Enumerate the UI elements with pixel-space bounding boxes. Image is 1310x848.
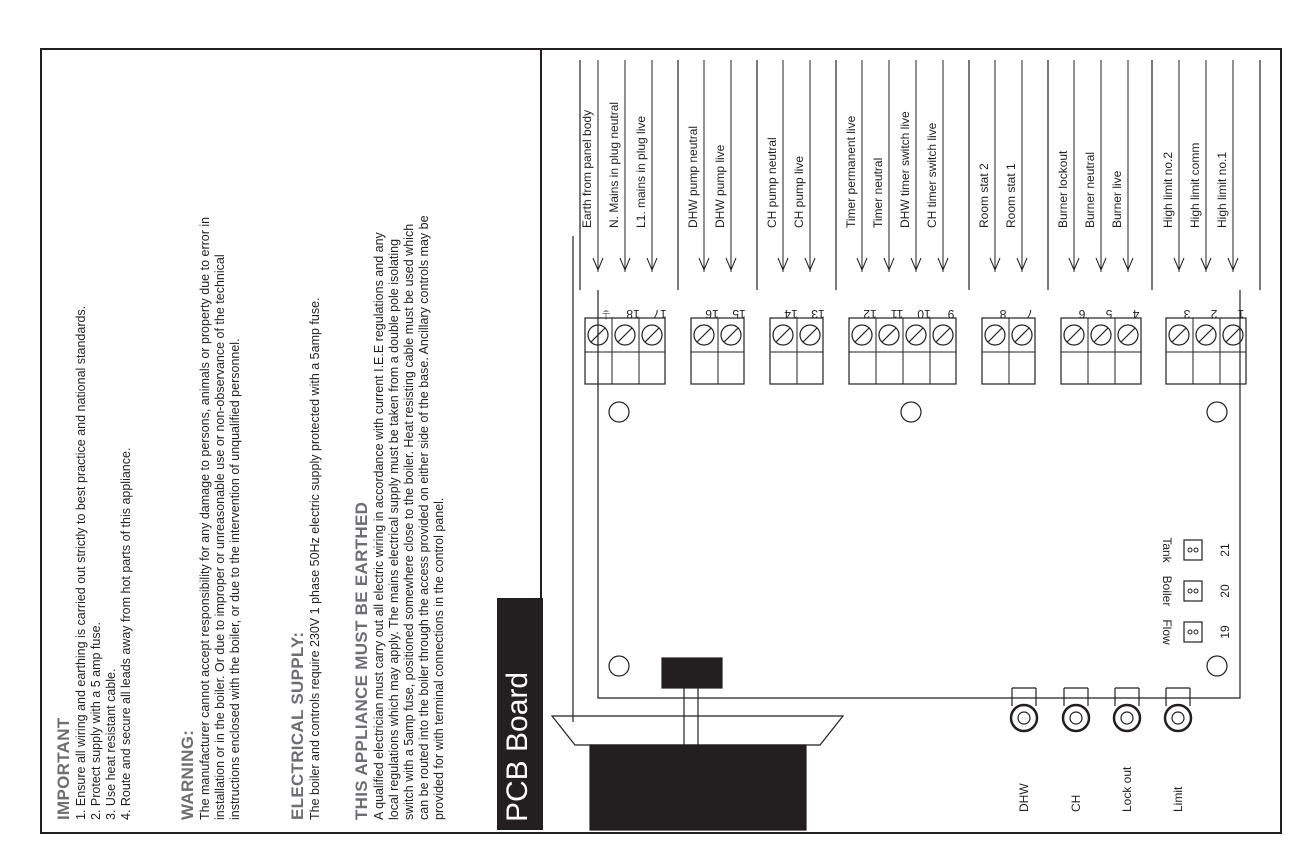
terminal-number: 11 [890, 307, 904, 321]
electrical-heading: ELECTRICAL SUPPLY: [288, 631, 307, 820]
terminal-screw-slot [882, 328, 896, 342]
pcb-board-title: PCB Board [501, 671, 534, 822]
sensor-connector [1184, 540, 1202, 560]
terminal-screw-slot [988, 328, 1002, 342]
warning-line: installation or in the boiler. Or due to improper or unreasonable use or non-observance of the technical [213, 254, 227, 820]
terminal-group [580, 60, 1260, 384]
terminal-label: CH pump live [792, 155, 806, 228]
sensor-connector [1184, 581, 1202, 601]
earthed-heading: THIS APPLIANCE MUST BE EARTHED [352, 501, 371, 820]
terminal-screw-slot [909, 328, 923, 342]
terminal-label: Timer permanent live [844, 115, 858, 228]
terminal-screw-slot [1226, 328, 1240, 342]
terminal-screw-slot [1199, 328, 1213, 342]
sensor-number: 20 [1218, 584, 1232, 598]
terminal-label: DHW timer switch live [898, 111, 912, 228]
warning-heading: WARNING: [178, 729, 197, 820]
terminal-number: 2 [1210, 307, 1218, 321]
terminal-label: CH pump neutral [765, 137, 779, 228]
electrical-line: The boiler and controls require 230V 1 phase 50Hz electric supply protected with a 5amp fuse. [308, 297, 322, 820]
terminal-label: DHW pump neutral [686, 125, 700, 228]
sensor-label: Flow [1160, 619, 1174, 645]
terminal-screw-slot [776, 328, 790, 342]
terminal-screw-slot [936, 328, 950, 342]
important-heading: IMPORTANT [54, 717, 73, 820]
sensor-pin [1194, 548, 1198, 552]
thermostat-knob-body [662, 658, 722, 688]
board-outline [598, 290, 1240, 698]
mounting-hole [609, 656, 629, 676]
terminal-number: 14 [784, 307, 798, 321]
mounting-hole [901, 402, 921, 422]
earthed-line: provided for with terminal connections in the control panel. [432, 497, 446, 820]
terminal-label: Earth from panel body [580, 109, 594, 228]
terminal-label: Burner lockout [1056, 150, 1070, 228]
indicator-lamp-inner [1121, 712, 1133, 724]
indicator-lamp-inner [1172, 712, 1184, 724]
mounting-hole [609, 402, 629, 422]
terminal-number: 4 [1132, 307, 1140, 321]
warning-line: instructions enclosed with the boiler, or due to the intervention of unqualified personnel. [228, 338, 242, 820]
terminal-number: 7 [1026, 307, 1034, 321]
terminal-label: CH timer switch live [925, 122, 939, 228]
terminal-screw-slot [1067, 328, 1081, 342]
earthed-line: can be routed into the boiler through the access provided on either side of the base. Ancillary controls may be [417, 215, 431, 820]
indicator-lamp [1165, 705, 1191, 731]
warning-line: The manufacturer cannot accept responsibility for any damage to persons, animals or property due to error in [198, 216, 212, 820]
terminal-number: 17 [653, 307, 667, 321]
terminal-number: 13 [811, 307, 825, 321]
terminal-block [585, 318, 665, 384]
terminal-screw-slot [645, 328, 659, 342]
terminal-label: Room stat 1 [1004, 163, 1018, 228]
terminal-number: 12 [863, 307, 877, 321]
sensor-label: Tank [1160, 537, 1174, 563]
earthed-line: A qualified electrician must carry out all electric wiring in accordance with current I.E.E regulations and any [372, 232, 386, 820]
terminal-label: Burner neutral [1083, 151, 1097, 228]
terminal-block [1166, 318, 1246, 384]
terminal-screw-slot [697, 328, 711, 342]
terminal-number: 18 [626, 307, 640, 321]
terminal-label: Burner live [1110, 170, 1124, 228]
sensor-label: Boiler [1160, 575, 1174, 607]
sensor-pin [1188, 589, 1192, 593]
mounting-hole [1207, 402, 1227, 422]
sensor-pin [1194, 589, 1198, 593]
indicator-bracket [1166, 688, 1190, 706]
indicator-bracket [1012, 688, 1036, 706]
terminal-number: 5 [1105, 307, 1113, 321]
indicator-lamp [1011, 705, 1037, 731]
earthed-line: local regulations which may apply. The mains electrical supply must be taken from a double pole isolating [387, 238, 401, 820]
thermostat-dial [590, 745, 806, 830]
terminal-screw-slot [1172, 328, 1186, 342]
sensor-number: 21 [1218, 543, 1232, 557]
sensor-pin [1188, 548, 1192, 552]
terminal-screw-slot [855, 328, 869, 342]
terminal-label: DHW pump live [713, 144, 727, 228]
indicator-group [1011, 688, 1191, 812]
sensor-number: 19 [1218, 625, 1232, 639]
terminal-number: 1 [1237, 307, 1245, 321]
terminal-number: 10 [917, 307, 931, 321]
terminal-number: 3 [1183, 307, 1191, 321]
indicator-bracket [1064, 688, 1088, 706]
terminal-screw-slot [1094, 328, 1108, 342]
mounting-hole [1207, 656, 1227, 676]
terminal-number: ⏚ [599, 307, 613, 321]
terminal-screw-slot [1015, 328, 1029, 342]
terminal-number: 6 [1078, 307, 1086, 321]
terminal-number: 9 [947, 307, 955, 321]
terminal-screw-slot [803, 328, 817, 342]
terminal-screw-slot [724, 328, 738, 342]
indicator-lamp [1114, 705, 1140, 731]
sensor-connector [1184, 622, 1202, 642]
indicator-bracket [1115, 688, 1139, 706]
terminal-label: High limit no.2 [1161, 151, 1175, 228]
terminal-label: High limit no.1 [1215, 151, 1229, 228]
earthed-line: switch with a 5amp fuse, positioned somewhere close to the boiler. Heat resisting cable must be used which [402, 223, 416, 820]
terminal-label: N. Mains in plug neutral [607, 101, 621, 228]
indicator-lamp [1063, 705, 1089, 731]
indicator-lamp-inner [1018, 712, 1030, 724]
terminal-number: 8 [999, 307, 1007, 321]
indicator-label: Lock out [1120, 766, 1134, 812]
indicator-lamp-inner [1070, 712, 1082, 724]
terminal-label: Timer neutral [871, 157, 885, 228]
terminal-screw-slot [618, 328, 632, 342]
important-line: 4. Route and secure all leads away from hot parts of this appliance. [119, 447, 133, 820]
terminal-label: Room stat 2 [977, 163, 991, 228]
important-line: 1. Ensure all wiring and earthing is carried out strictly to best practice and national standards. [74, 305, 88, 820]
sensor-group [1160, 537, 1232, 645]
indicator-label: DHW [1017, 783, 1031, 812]
important-line: 3. Use heat resistant cable. [104, 668, 118, 820]
important-line: 2. Protect supply with a 5 amp fuse. [89, 621, 103, 820]
sensor-pin [1188, 630, 1192, 634]
terminal-label: High limit comm [1188, 142, 1202, 228]
terminal-block [1061, 318, 1141, 384]
terminal-number: 15 [732, 307, 746, 321]
indicator-label: CH [1069, 794, 1083, 812]
indicator-label: Limit [1171, 786, 1185, 812]
sensor-pin [1194, 630, 1198, 634]
terminal-label: L1. mains in plug live [634, 115, 648, 228]
terminal-screw-slot [1121, 328, 1135, 342]
terminal-number: 16 [705, 307, 719, 321]
